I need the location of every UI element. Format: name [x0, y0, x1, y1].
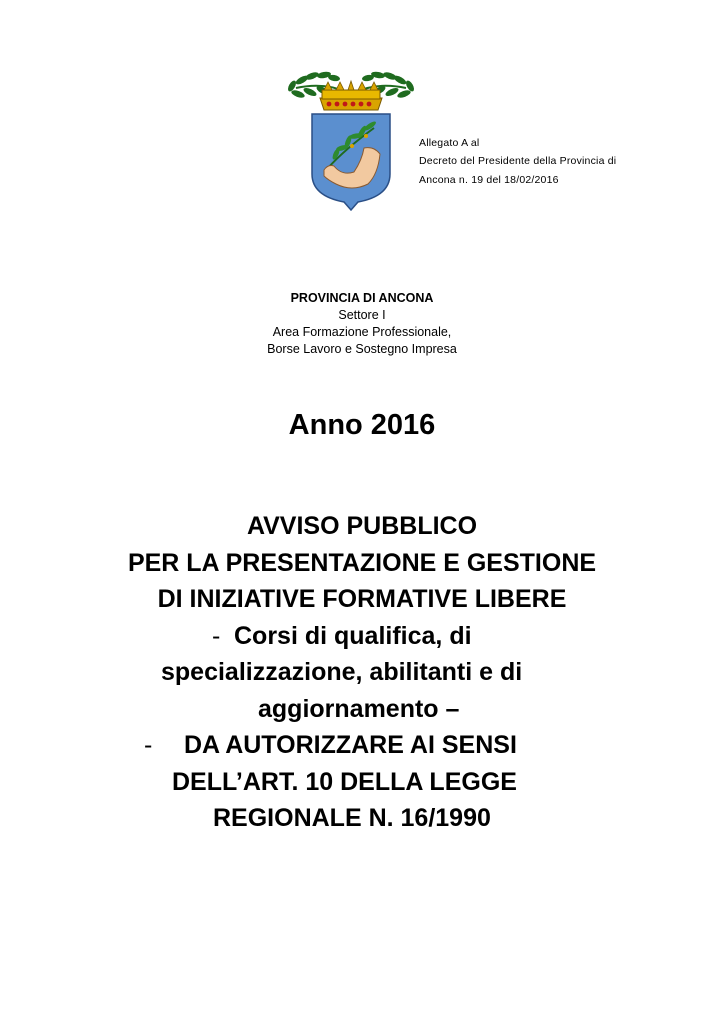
title-line: specializzazione, abilitanti e di [161, 658, 523, 686]
title-line: PER LA PRESENTAZIONE E GESTIONE [127, 548, 597, 577]
province-coat-of-arms [284, 62, 418, 212]
title-line: AVVISO PUBBLICO [246, 512, 478, 540]
title-line: DELL’ART. 10 DELLA LEGGE [172, 767, 517, 796]
document-title [0, 508, 724, 837]
bullet-dash: - [212, 621, 221, 650]
crown-icon [320, 81, 382, 110]
issuer-area: Borse Lavoro e Sostegno Impresa [267, 342, 457, 356]
annex-line: Allegato A al [419, 137, 480, 149]
bullet-dash: - [144, 731, 153, 759]
issuer-sector: Settore I [338, 308, 386, 322]
annex-line: Decreto del Presidente della Provincia di [419, 155, 617, 168]
title-line: DA AUTORIZZARE AI SENSI [184, 731, 517, 759]
title-line: aggiornamento – [258, 694, 460, 723]
title-line: REGIONALE N. 16/1990 [213, 804, 491, 832]
title-line: Corsi di qualifica, di [234, 621, 472, 650]
document-year: Anno 2016 [288, 409, 436, 441]
title-bullet-line [0, 727, 724, 764]
issuer-block [0, 290, 724, 358]
annex-reference [419, 134, 659, 189]
title-line: DI INIZIATIVE FORMATIVE LIBERE [157, 585, 567, 613]
annex-line: Ancona n. 19 del 18/02/2016 [419, 173, 559, 186]
title-bullet-line [0, 618, 724, 655]
issuer-name: PROVINCIA DI ANCONA [290, 291, 434, 305]
issuer-area: Area Formazione Professionale, [272, 325, 452, 339]
